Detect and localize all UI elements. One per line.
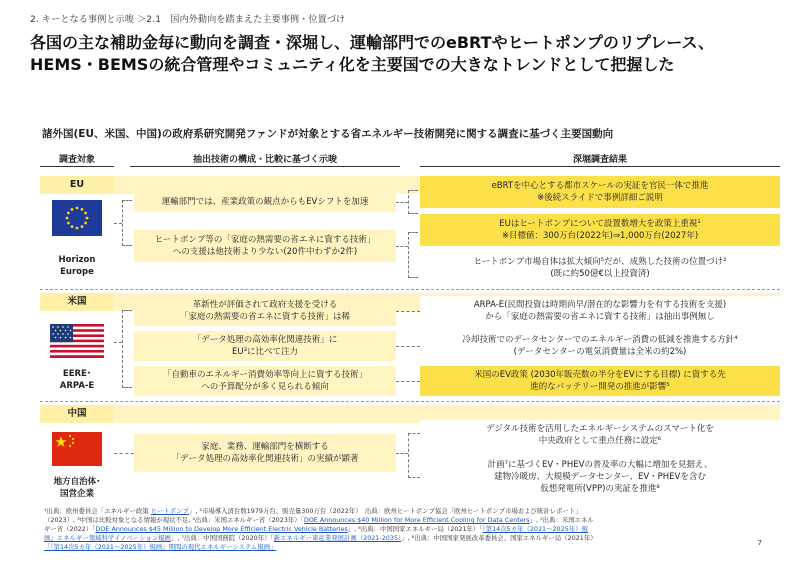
eu-result-2-line2: ※目標値：300万台(2022年)⇒1,000万台(2027年) (501, 231, 699, 241)
cn-org-line1: 地方自治体･ (53, 477, 101, 487)
us-mid-box-3 (134, 366, 396, 396)
footnote-text: 」, ⁷出典：中国国務院（2020年）「 (170, 534, 274, 542)
china-flag-icon (52, 432, 102, 466)
cn-left-connector (114, 453, 134, 454)
cn-result-2-line3: 仮想発電所(VPP)の実証を推進⁸ (540, 484, 660, 494)
us-result-box-2 (420, 331, 780, 361)
footnote-link-heatpump[interactable]: ヒートポンプ (150, 507, 189, 515)
footnote-line-2 (44, 516, 764, 525)
us-result-2-line2: (データセンターの電気消費量は全米の約2%) (513, 347, 687, 357)
eu-org-line2: Europe (60, 267, 94, 277)
page-title (30, 32, 780, 76)
us-mid-2-line1: 「データ処理の高効率化関連技術」に (192, 335, 338, 345)
us-org-line2: ARPA-E (59, 381, 95, 391)
breadcrumb: 2. キーとなる事例と示唆 ＞2.1 国内外動向を踏まえた主要事例・位置づけ (30, 15, 346, 25)
column-underline-target (40, 166, 114, 167)
column-underline-extraction (130, 166, 400, 167)
column-header-target: 調査対象 (58, 155, 95, 165)
footnote-text: 」, ²市場導入済台数1979万台、販売量300万台（2022年） 出典：欧州ヒートポンプ協会「欧州ヒートポンプ市場および統計レポート」 (188, 507, 582, 515)
cn-result-box-1 (420, 420, 780, 450)
us-cn-separator (40, 401, 780, 402)
eu-flag-icon (52, 200, 102, 236)
footnote-text: 」, ⁸出典：中国国家発展改革委員会、国家エネルギー局（2021年） (401, 534, 597, 542)
eu-right-bracket-1 (408, 190, 418, 214)
cn-result-2-line1: 計画⁷に基づくEV・PHEVの普及率の大幅に増加を見据え、 (487, 460, 713, 470)
footnote-link-14th-plan[interactable]: 『第14次5カ年（2021～2025年）規 (482, 525, 588, 533)
cn-mid-1-line1: 家庭、業務、運輸部門を横断する (201, 442, 329, 452)
us-mid1-connector (396, 311, 420, 312)
footnote-line-5 (44, 543, 764, 552)
column-header-extraction: 抽出技術の構成・比較に基づく示唆 (192, 155, 337, 165)
eu-mid-2-line2: への支援は他技術より少ない(20件中わずか2件) (172, 247, 358, 257)
cn-org-line2: 国営企業 (59, 489, 94, 499)
cn-mid-box-1 (134, 434, 396, 472)
us-mid-2-line2: EU³に比べて注力 (231, 347, 298, 357)
us-mid-box-2 (134, 331, 396, 361)
us-result-box-1 (420, 296, 780, 326)
eu-mid-box-1 (134, 192, 396, 212)
eu-result-box-1 (420, 176, 780, 208)
cn-result-1-line1: デジタル技術を活用したエネルギーシステムのスマート化を (486, 424, 714, 434)
footnote-line-4 (44, 534, 764, 543)
footnote-text: 」, ⁵出典：米国エネル (529, 516, 594, 524)
us-left-connector (114, 342, 122, 343)
us-result-3-line2: 進的なバッテリー開発の推進が影響⁵ (530, 382, 670, 392)
footnote-link-doe-batteries[interactable]: DOE Announces $45 Million to Develop More Efficient Electric Vehicle Batteries (95, 525, 348, 533)
column-header-deep: 深堀調査結果 (572, 155, 627, 165)
eu-org-name (40, 254, 114, 278)
us-mid2-connector (396, 346, 420, 347)
cn-mid-1-line2: 「データ処理の高効率化関連技術」の実績が顕著 (171, 454, 359, 464)
us-result-3-line1: 米国のEV政策 (2030年販売数の半分をEVにする目標) に資する先 (474, 370, 726, 380)
eu-mid1-connector (396, 202, 408, 203)
eu-result-1-line1: eBRTを中心とする都市スケールの実証を官民一体で推進 (491, 181, 709, 191)
eu-result-box-3 (420, 252, 780, 284)
footnote-text: （2023）, ³中国は比較対象となる情報が現状不足, ⁴出典：米国エネルギー省（2023年）「 (44, 516, 304, 524)
us-mid3-connector (396, 381, 420, 382)
cn-org-name (40, 476, 114, 500)
footnote-link-doe-cooling[interactable]: DOE Announces $40 Million for More Efficient Cooling for Data Centers (303, 516, 530, 524)
us-mid-1-line1: 革新性が評価されて政府支援を受ける (192, 300, 338, 310)
column-underline-deep (420, 166, 780, 167)
footnotes (44, 507, 764, 552)
eu-mid2-connector (396, 246, 408, 247)
footnote-text: ギー省（2022）「 (44, 525, 96, 533)
eu-mid-box-2 (134, 230, 396, 262)
eu-left-bracket (122, 200, 132, 246)
eu-result-3-line1: ヒートポンプ市場自体は拡大傾向⁵だが、成熟した技術の位置づけ² (473, 257, 727, 267)
eu-org-line1: Horizon (58, 255, 96, 265)
footnote-text: 」, ⁶出典：中国国家エネルギー局（2021年）「 (347, 525, 483, 533)
us-org-name (40, 368, 114, 392)
footnote-line-3 (44, 525, 764, 534)
cn-right-bracket (408, 433, 420, 478)
us-result-1-line2: から「家庭の熱需要の省エネに資する技術」は抽出事例無し (485, 312, 715, 322)
us-mid-box-1 (134, 296, 396, 326)
page-title-line2: HEMS・BEMSの統合管理やコミュニティ化を主要国での大きなトレンドとして把握した (30, 55, 675, 74)
eu-right-bracket-2 (408, 232, 418, 278)
us-result-box-3 (420, 366, 780, 396)
us-mid-3-line1: 「自動車のエネルギー消費効率等向上に資する技術」 (162, 370, 367, 380)
eu-result-2-line1: EUはヒートポンプについて設置数増大を政策上重視¹ (499, 219, 701, 229)
footnote-link-14th-plan-cont[interactable]: 画』エネルギー領域科学イノベーション規画 (44, 534, 171, 542)
page-subtitle: 諸外国(EU、米国、中国)の政府系研究開発ファンドが対象とする省エネルギー技術開発に関する調査に基づく主要国動向 (42, 128, 614, 140)
cn-result-box-2 (420, 456, 780, 498)
us-mid-1-line2: 「家庭の熱需要の省エネに資する技術」は稀 (179, 312, 350, 322)
footnote-text: ¹出典：欧州委員会「エネルギー政策 (44, 507, 151, 515)
eu-left-connector (114, 223, 122, 224)
us-mid-3-line2: への予算配分が多く見られる傾向 (201, 382, 329, 392)
footnote-link-nev-plan[interactable]: 新エネルギー車産業発展計画（2021-2035） (273, 534, 402, 542)
cn-result-2-line2: 建物冷暖房、大規模データセンター、EV・PHEVを含む (494, 472, 706, 482)
us-result-1-line1: ARPA-E(民間投資は時期尚早/潜在的な影響力を有する技術を支援) (473, 300, 727, 310)
eu-us-separator (40, 289, 780, 290)
cn-region-label: 中国 (40, 405, 114, 423)
cn-mid-connector (396, 453, 408, 454)
eu-result-3-line2: (既に約50億€以上投資済) (550, 269, 650, 279)
eu-result-box-2 (420, 214, 780, 246)
footnote-link-energy-system-plan[interactable]: 「『第14次5カ年（2021～2025年）規画』期間の現代エネルギーシステム規画」 (44, 543, 277, 551)
us-region-label: 米国 (40, 293, 114, 311)
us-org-line1: EERE･ (62, 369, 92, 379)
us-flag-icon (50, 324, 104, 358)
cn-result-1-line2: 中央政府として重点任務に設定⁶ (538, 436, 662, 446)
page-title-line1: 各国の主な補助金毎に動向を調査・深堀し、運輸部門でのeBRTやヒートポンプのリプレース、 (30, 33, 714, 52)
eu-mid-2-line1: ヒートポンプ等の「家庭の熱需要の省エネに資する技術」 (154, 235, 376, 245)
us-result-2-line1: 冷却技術でのデータセンターでのエネルギー消費の低減を推進する方針⁴ (462, 335, 738, 345)
footnote-line-1 (44, 507, 764, 516)
eu-result-1-line2: ※後続スライドで事例詳細ご説明 (537, 193, 663, 203)
eu-region-label: EU (40, 176, 114, 194)
page-number: 7 (757, 539, 762, 547)
eu-mid-1-line1: 運輸部門では、産業政策の観点からもEVシフトを加速 (161, 197, 369, 207)
us-left-bracket (122, 310, 132, 388)
